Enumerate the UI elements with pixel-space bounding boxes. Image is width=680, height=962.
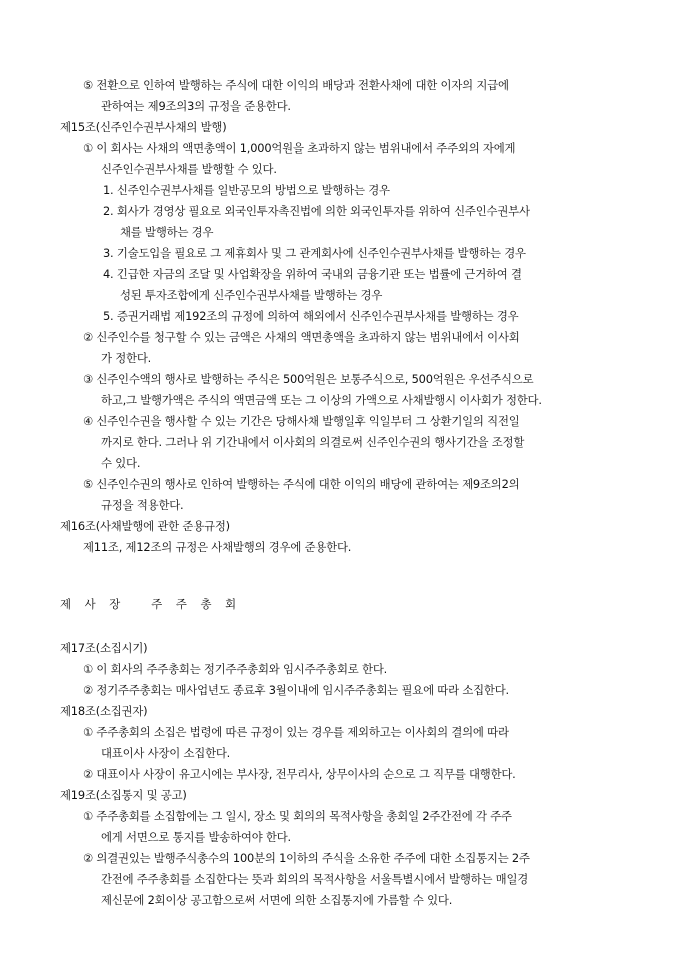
text-line: ④ 신주인수권을 행사할 수 있는 기간은 당해사채 발행일후 익일부터 그 상환기일의 직전일	[83, 414, 520, 428]
text-line: ② 정기주주총회는 매사업년도 종료후 3월이내에 임시주주총회는 필요에 따라 소집한다.	[83, 683, 509, 697]
text-line: 제신문에 2회이상 공고함으로써 서면에 의한 소집통지에 가름할 수 있다.	[101, 893, 453, 907]
text-line: ③ 신주인수액의 행사로 발행하는 주식은 500억원은 보통주식으로, 500억원은 우선주식으로	[83, 372, 534, 386]
article-heading: 제17조(소집시기)	[60, 641, 148, 655]
text-line: 간전에 주주총회를 소집한다는 뜻과 회의의 목적사항을 서울특별시에서 발행하는 매일경	[101, 872, 529, 886]
text-line: 제11조, 제12조의 규정은 사채발행의 경우에 준용한다.	[83, 540, 352, 554]
article-heading: 제18조(소집권자)	[60, 704, 148, 718]
text-line: ⑤ 신주인수권의 행사로 인하여 발행하는 주식에 대한 이익의 배당에 관하여는 제9조의2의	[83, 477, 520, 491]
text-line: 채를 발행하는 경우	[120, 225, 214, 239]
text-line: ② 대표이사 사장이 유고시에는 부사장, 전무리사, 상무이사의 순으로 그 직무를 대행한다.	[83, 767, 516, 781]
text-line: 수 있다.	[101, 456, 141, 470]
text-line: ② 신주인수를 청구할 수 있는 금액은 사채의 액면총액을 초과하지 않는 범위내에서 이사회	[83, 330, 520, 344]
chapter-heading	[60, 597, 241, 612]
list-item: 1. 신주인수권부사채를 일반공모의 방법으로 발행하는 경우	[103, 183, 390, 197]
article-heading: 제16조(사채발행에 관한 준용규정)	[60, 519, 230, 533]
text-line: ⑤ 전환으로 인하여 발행하는 주식에 대한 이익의 배당과 전환사채에 대한 이자의 지급에	[83, 78, 509, 92]
text-line: ① 주주총회의 소집은 법령에 따른 규정이 있는 경우를 제외하고는 이사회의 결의에 따라	[83, 725, 509, 739]
text-line: 대표이사 사장이 소집한다.	[101, 746, 231, 760]
text-line: 에게 서면으로 통지를 발송하여야 한다.	[101, 830, 291, 844]
text-line: ① 이 회사는 사채의 액면총액이 1,000억원을 초과하지 않는 범위내에서 주주외의 자에게	[83, 141, 516, 155]
text-line: 성된 투자조합에게 신주인수권부사채를 발행하는 경우	[120, 288, 383, 302]
text-line: 까지로 한다. 그러나 위 기간내에서 이사회의 의결로써 신주인수권의 행사기간을 조정할	[101, 435, 525, 449]
article-heading: 제19조(소집통지 및 공고)	[60, 788, 187, 802]
text-line: 신주인수권부사채를 발행할 수 있다.	[101, 162, 277, 176]
text-line: 규정을 적용한다.	[101, 498, 184, 512]
list-item: 4. 긴급한 자금의 조달 및 사업확장을 위하여 국내외 금융기관 또는 법률에 근거하여 결	[103, 267, 522, 281]
text-line: 관하여는 제9조의3의 규정을 준용한다.	[101, 99, 291, 113]
text-line: ① 이 회사의 주주총회는 정기주주총회와 임시주주총회로 한다.	[83, 662, 388, 676]
chapter-label: 제 사 장	[60, 597, 126, 611]
article-heading: 제15조(신주인수권부사채의 발행)	[60, 120, 227, 134]
text-line: 하고,그 발행가액은 주식의 액면금액 또는 그 이상의 가액으로 사채발행시 이사회가 정한다.	[101, 393, 542, 407]
chapter-title: 주 주 총 회	[151, 597, 242, 611]
list-item: 2. 회사가 경영상 필요로 외국인투자촉진법에 의한 외국인투자를 위하여 신주인수권부사	[103, 204, 530, 218]
text-line: 가 정한다.	[101, 351, 152, 365]
list-item: 5. 증권거래법 제192조의 규정에 의하여 해외에서 신주인수권부사채를 발행하는 경우	[103, 309, 519, 323]
list-item: 3. 기술도입을 필요로 그 제휴회사 및 그 관계회사에 신주인수권부사채를 발행하는 경우	[103, 246, 526, 260]
text-line: ② 의결권있는 발행주식총수의 100분의 1이하의 주식을 소유한 주주에 대한 소집통지는 2주	[83, 851, 530, 865]
text-line: ① 주주총회를 소집함에는 그 일시, 장소 및 회의의 목적사항을 총회일 2주간전에 각 주주	[83, 809, 512, 823]
